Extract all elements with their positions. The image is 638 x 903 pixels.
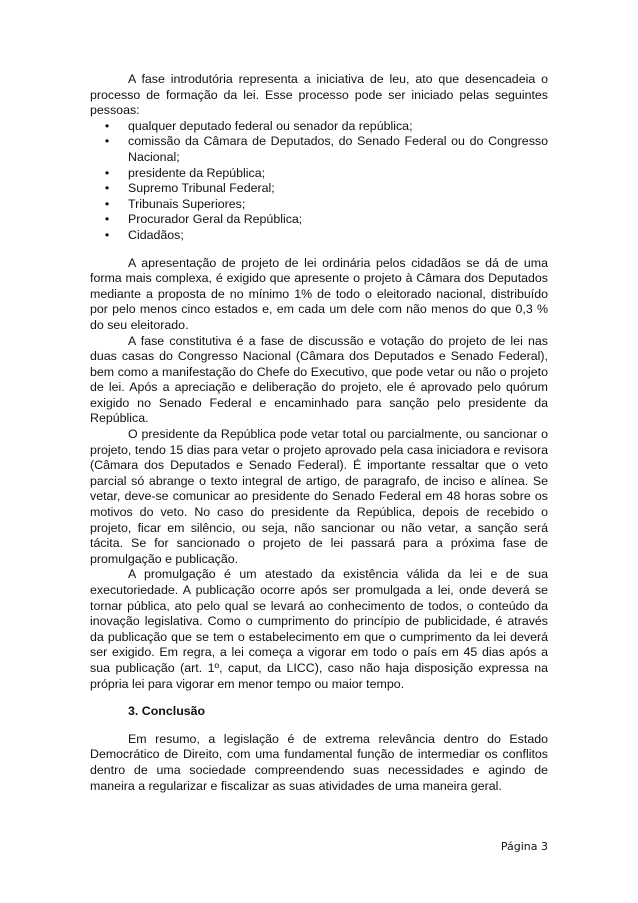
list-item — [90, 228, 548, 244]
bullet-icon: • — [104, 212, 110, 227]
list-item — [90, 166, 548, 182]
list-item — [90, 197, 548, 213]
bullet-icon: • — [104, 196, 110, 211]
list-item — [90, 181, 548, 197]
paragraph-constitutiva: A fase constitutiva é a fase de discussão e votação do projeto de lei nas duas casas do Congresso Nacional (Câmara dos Deputados e Senado Federal), bem como a manifestação do Chefe do Executivo, que pode vetar ou não o projeto de lei. Após a apreciação e deliberação do projeto, ele é aprovado pelo quórum exigido no Senado Federal e encaminhado para sanção pelo presidente da República. — [90, 333, 548, 426]
bullet-icon: • — [104, 118, 110, 133]
list-item-text: comissão da Câmara de Deputados, do Senado Federal ou do Congresso Nacional; — [128, 134, 548, 164]
list-item-text: Cidadãos; — [128, 227, 184, 242]
page-body — [90, 72, 548, 794]
spacer — [90, 244, 548, 256]
paragraph-apresentacao: A apresentação de projeto de lei ordinária pelos cidadãos se dá de uma forma mais complexa, é exigido que apresente o projeto à Câmara dos Deputados mediante a proposta de no mínimo 1% de todo o eleitorado nacional, distribuído por pelo menos cinco estados e, em cada um dele com não menos do que 0,3 % do seu eleitorado. — [90, 255, 548, 332]
bullet-icon: • — [104, 181, 110, 196]
list-item-text: Supremo Tribunal Federal; — [128, 181, 275, 196]
paragraph-conclusao: Em resumo, a legislação é de extrema relevância dentro do Estado Democrático de Direito, com uma fundamental função de intermediar os conflitos dentro de uma sociedade compreendendo suas necessidades e agindo de maneira a regularizar e fiscalizar as suas atividades de uma maneira geral. — [90, 731, 548, 793]
bullet-icon: • — [104, 134, 110, 149]
spacer — [90, 692, 548, 704]
spacer — [90, 720, 548, 732]
bullet-icon: • — [104, 165, 110, 180]
bullet-icon: • — [104, 227, 110, 242]
list-item-text: presidente da República; — [128, 165, 266, 180]
bullet-list — [90, 119, 548, 244]
list-item — [90, 212, 548, 228]
paragraph-presidente: O presidente da República pode vetar total ou parcialmente, ou sancionar o projeto, tendo 15 dias para vetar o projeto aprovado pela casa iniciadora e revisora (Câmara dos Deputados e Senado Federal). É importante ressaltar que o veto parcial só abrange o texto integral de artigo, de paragrafo, de inciso e alínea. Se vetar, deve-se comunicar ao presidente do Senado Federal em 48 horas sobre os motivos do veto. No caso do presidente da República, depois de recebido o projeto, ficar em silêncio, ou seja, não sancionar ou não vetar, a sanção será tácita. Se for sancionado o projeto de lei passará para a próxima fase de promulgação e publicação. — [90, 427, 548, 566]
page-number: Página 3 — [500, 840, 548, 853]
list-item — [90, 119, 548, 135]
list-item-text: Tribunais Superiores; — [128, 196, 246, 211]
list-item — [90, 134, 548, 165]
list-item-text: Procurador Geral da República; — [128, 212, 303, 227]
section-heading: 3. Conclusão — [128, 704, 206, 719]
paragraph-intro: A fase introdutória representa a iniciativa de leu, ato que desencadeia o processo de formação da lei. Esse processo pode ser iniciado pelas seguintes pessoas: — [90, 72, 548, 118]
list-item-text: qualquer deputado federal ou senador da república; — [128, 118, 413, 133]
paragraph-promulgacao: A promulgação é um atestado da existência válida da lei e de sua executoriedade. A publicação ocorre após ser promulgada a lei, onde deverá se tornar pública, ato pelo qual se levará ao conhecimento de todos, o conteúdo da inovação legislativa. Como o cumprimento do princípio de publicidade, é através da publicação que se tem o estabelecimento em que o cumprimento da lei deverá ser exigido. Em regra, a lei começa a vigorar em todo o país em 45 dias após a sua publicação (art. 1º, caput, da LICC), caso não haja disposição expressa na própria lei para vigorar em menor tempo ou maior tempo. — [90, 567, 548, 691]
